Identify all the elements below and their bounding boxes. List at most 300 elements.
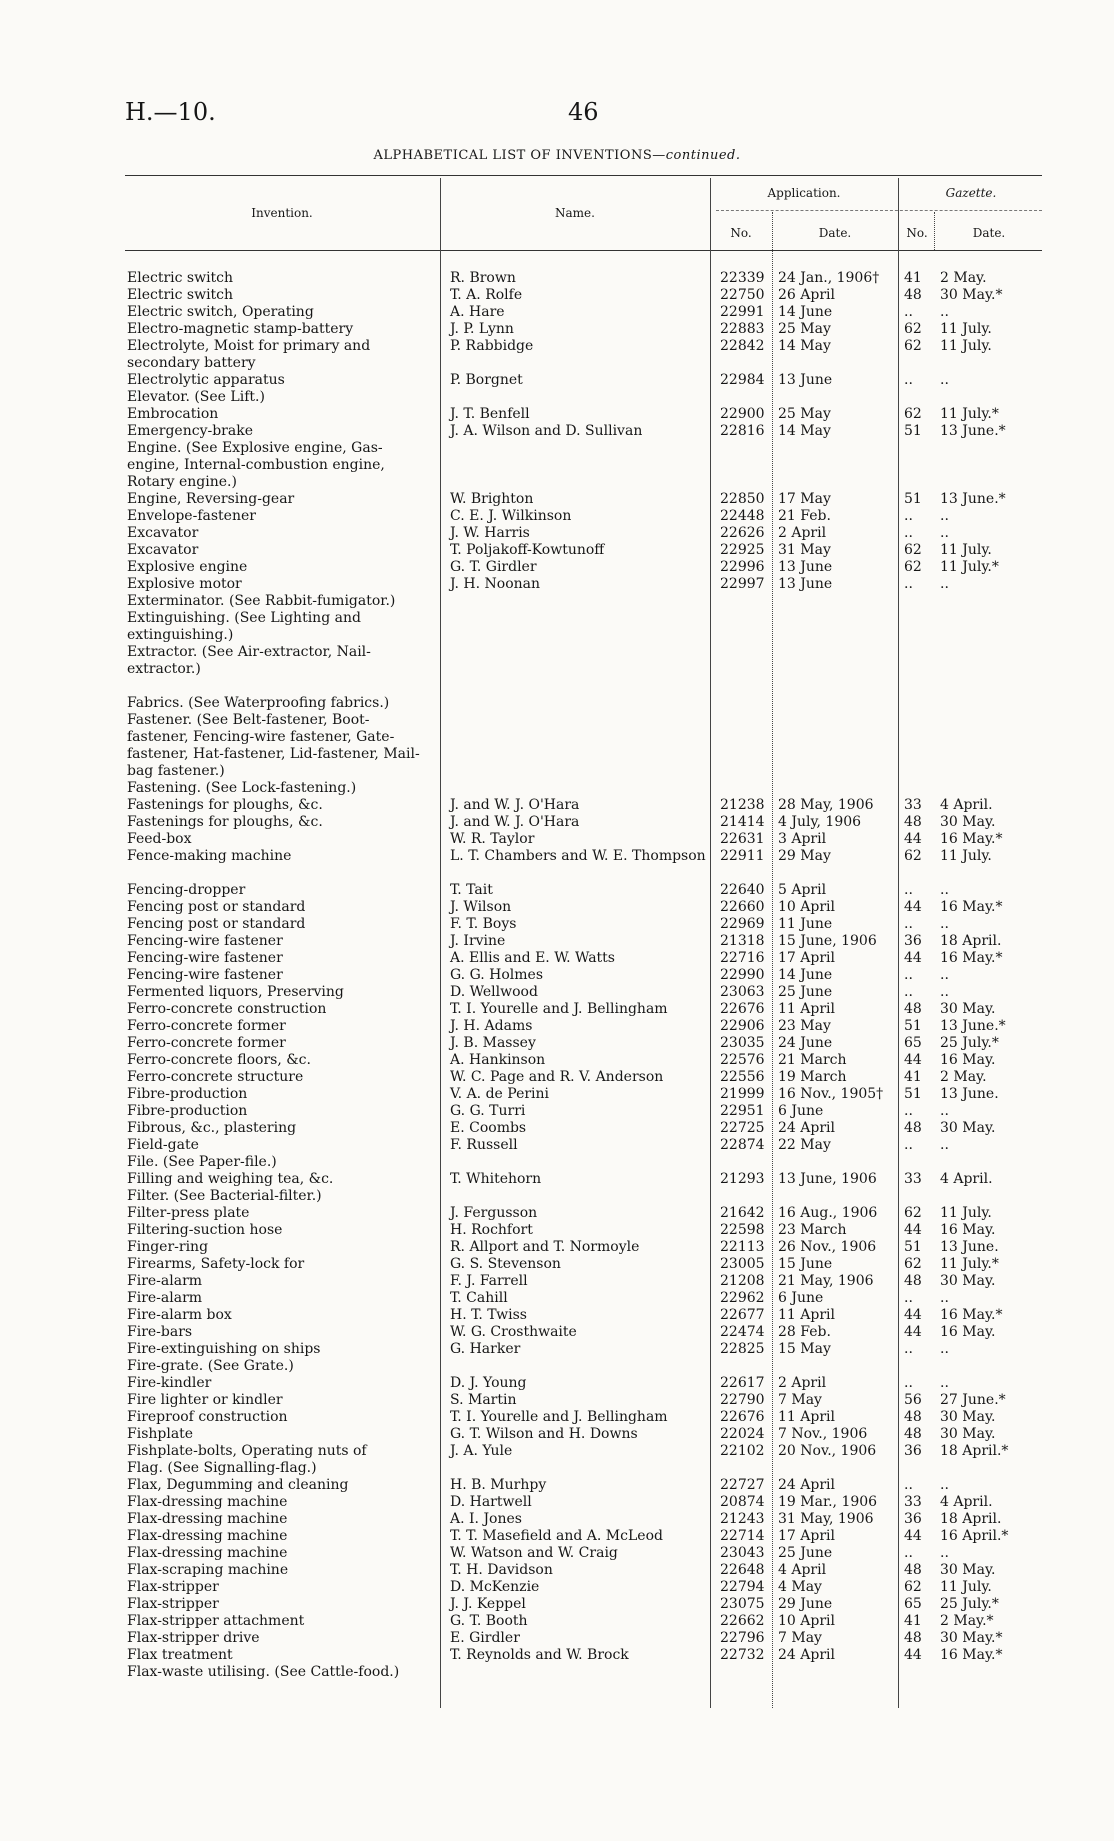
table-row <box>0 695 1114 712</box>
gazette-date-cell: 18 April.* <box>940 1443 1009 1459</box>
application-number-cell: 22576 <box>720 1052 765 1068</box>
gazette-number-cell: 41 <box>904 270 922 286</box>
invention-cell: Fencing post or standard <box>127 916 306 932</box>
name-cell: F. Russell <box>450 1137 518 1153</box>
application-number-cell: 22617 <box>720 1375 765 1391</box>
invention-cell: Engine, Reversing-gear <box>127 491 295 507</box>
application-number-cell: 23063 <box>720 984 765 1000</box>
application-date-cell: 4 April <box>778 1562 827 1578</box>
name-cell: F. T. Boys <box>450 916 517 932</box>
table-row <box>0 1545 1114 1562</box>
invention-cell: File. (See Paper-file.) <box>127 1154 277 1170</box>
gazette-date-cell: .. <box>940 916 949 932</box>
application-number-cell: 22448 <box>720 508 765 524</box>
application-date-cell: 31 May <box>778 542 831 558</box>
name-cell: H. Rochfort <box>450 1222 533 1238</box>
table-row <box>0 916 1114 933</box>
table-row <box>0 1171 1114 1188</box>
gazette-date-cell: 16 May.* <box>940 1307 1003 1323</box>
gazette-number-cell: .. <box>904 576 913 592</box>
application-number-cell: 22662 <box>720 1613 765 1629</box>
name-cell: J. Wilson <box>450 899 512 915</box>
table-row <box>0 406 1114 423</box>
invention-cell: Fibrous, &c., plastering <box>127 1120 297 1136</box>
gazette-number-cell: 62 <box>904 542 922 558</box>
name-cell: H. T. Twiss <box>450 1307 527 1323</box>
col-gazette-header: Gazette. <box>945 186 997 200</box>
application-number-cell: 22474 <box>720 1324 765 1340</box>
application-date-cell: 25 May <box>778 406 831 422</box>
table-row <box>0 1341 1114 1358</box>
name-cell: T. Whitehorn <box>450 1171 542 1187</box>
table-row <box>0 1358 1114 1375</box>
gazette-number-cell: 62 <box>904 1256 922 1272</box>
name-cell: G. T. Wilson and H. Downs <box>450 1426 638 1442</box>
name-cell: A. I. Jones <box>450 1511 522 1527</box>
gazette-date-cell: 30 May. <box>940 1001 996 1017</box>
invention-cell: Electric switch, Operating <box>127 304 314 320</box>
gazette-number-cell: .. <box>904 1477 913 1493</box>
invention-cell: Flax-stripper <box>127 1579 219 1595</box>
invention-cell: Fire-kindler <box>127 1375 212 1391</box>
gazette-date-cell: 13 June.* <box>940 1018 1006 1034</box>
name-cell: E. Coombs <box>450 1120 527 1136</box>
table-row <box>0 1069 1114 1086</box>
name-cell: J. Irvine <box>450 933 506 949</box>
application-date-cell: 21 Feb. <box>778 508 831 524</box>
name-cell: P. Rabbidge <box>450 338 534 354</box>
name-cell: J. P. Lynn <box>450 321 514 337</box>
name-cell: P. Borgnet <box>450 372 523 388</box>
application-date-cell: 25 May <box>778 321 831 337</box>
name-cell: E. Girdler <box>450 1630 520 1646</box>
gazette-date-cell: 4 April. <box>940 1494 993 1510</box>
gazette-date-cell: 4 April. <box>940 1171 993 1187</box>
application-date-cell: 24 April <box>778 1120 835 1136</box>
table-row <box>0 1562 1114 1579</box>
application-date-cell: 10 April <box>778 1613 835 1629</box>
application-date-cell: 15 June <box>778 1256 833 1272</box>
gazette-date-cell: 16 May. <box>940 1222 996 1238</box>
table-row <box>0 304 1114 321</box>
application-date-cell: 23 March <box>778 1222 847 1238</box>
application-date-cell: 14 May <box>778 423 831 439</box>
application-date-cell: 26 April <box>778 287 835 303</box>
application-number-cell: 22648 <box>720 1562 765 1578</box>
application-number-cell: 22024 <box>720 1426 765 1442</box>
gazette-date-cell: 11 July. <box>940 321 992 337</box>
application-date-cell: 3 April <box>778 831 827 847</box>
invention-cell: Elevator. (See Lift.) <box>127 389 265 405</box>
table-row <box>0 1630 1114 1647</box>
gazette-date-cell: 25 July.* <box>940 1596 999 1612</box>
gazette-number-cell: 33 <box>904 797 922 813</box>
table-row <box>0 780 1114 797</box>
gazette-number-cell: 56 <box>904 1392 922 1408</box>
application-date-cell: 17 April <box>778 1528 835 1544</box>
name-cell: T. I. Yourelle and J. Bellingham <box>450 1001 668 1017</box>
invention-cell: Ferro-concrete former <box>127 1035 286 1051</box>
table-row <box>0 440 1114 491</box>
gazette-date-cell: 30 May. <box>940 1273 996 1289</box>
gazette-number-cell: 44 <box>904 1052 922 1068</box>
invention-cell: Flax, Degumming and cleaning <box>127 1477 349 1493</box>
gazette-date-cell: 13 June. <box>940 1239 999 1255</box>
application-number-cell: 22925 <box>720 542 765 558</box>
application-date-cell: 13 June, 1906 <box>778 1171 877 1187</box>
application-date-cell: 14 May <box>778 338 831 354</box>
gazette-date-cell: .. <box>940 882 949 898</box>
name-cell: W. G. Crosthwaite <box>450 1324 577 1340</box>
name-cell: J. Fergusson <box>450 1205 538 1221</box>
table-row <box>0 644 1114 678</box>
invention-cell: Flax-dressing machine <box>127 1511 288 1527</box>
gazette-number-cell: 62 <box>904 848 922 864</box>
gazette-number-cell: .. <box>904 372 913 388</box>
name-cell: D. Hartwell <box>450 1494 532 1510</box>
table-row <box>0 899 1114 916</box>
name-cell: J. A. Wilson and D. Sullivan <box>450 423 643 439</box>
table-row <box>0 1120 1114 1137</box>
application-date-cell: 6 June <box>778 1103 824 1119</box>
table-row <box>0 1239 1114 1256</box>
name-cell: G. T. Booth <box>450 1613 528 1629</box>
list-title <box>0 148 1114 163</box>
gazette-number-cell: 62 <box>904 406 922 422</box>
gazette-number-cell: .. <box>904 882 913 898</box>
application-number-cell: 22676 <box>720 1409 765 1425</box>
gazette-date-cell: 30 May. <box>940 1426 996 1442</box>
table-row <box>0 1375 1114 1392</box>
name-cell: T. Tait <box>450 882 493 898</box>
table-row <box>0 848 1114 882</box>
invention-cell: Filter. (See Bacterial-filter.) <box>127 1188 322 1204</box>
gazette-number-cell: 44 <box>904 1647 922 1663</box>
name-cell: J. A. Yule <box>450 1443 513 1459</box>
invention-cell: Filling and weighing tea, &c. <box>127 1171 334 1187</box>
application-date-cell: 17 May <box>778 491 831 507</box>
application-date-cell: 2 April <box>778 525 827 541</box>
application-number-cell: 20874 <box>720 1494 765 1510</box>
name-cell: J. H. Noonan <box>450 576 541 592</box>
gazette-number-cell: 41 <box>904 1069 922 1085</box>
table-row <box>0 814 1114 831</box>
invention-cell: Excavator <box>127 542 199 558</box>
application-number-cell: 22996 <box>720 559 765 575</box>
name-cell: G. Harker <box>450 1341 521 1357</box>
invention-cell: Fencing post or standard <box>127 899 306 915</box>
application-number-cell: 23043 <box>720 1545 765 1561</box>
name-cell: W. R. Taylor <box>450 831 535 847</box>
header-bottom-rule <box>125 250 1042 251</box>
invention-cell: Electrolyte, Moist for primary and secondary battery <box>127 338 371 371</box>
gazette-date-cell: 13 June.* <box>940 423 1006 439</box>
application-date-cell: 24 April <box>778 1477 835 1493</box>
table-row <box>0 967 1114 984</box>
gazette-number-cell: .. <box>904 525 913 541</box>
application-date-cell: 13 June <box>778 372 833 388</box>
invention-cell: Electro-magnetic stamp-battery <box>127 321 354 337</box>
application-date-cell: 28 May, 1906 <box>778 797 874 813</box>
gazette-date-cell: .. <box>940 1103 949 1119</box>
application-date-cell: 15 June, 1906 <box>778 933 877 949</box>
name-cell: J. and W. J. O'Hara <box>450 797 580 813</box>
gazette-date-cell: .. <box>940 967 949 983</box>
name-cell: J. H. Adams <box>450 1018 533 1034</box>
gazette-number-cell: 62 <box>904 559 922 575</box>
application-date-cell: 22 May <box>778 1137 831 1153</box>
gazette-number-cell: 51 <box>904 491 922 507</box>
table-row <box>0 678 1114 695</box>
invention-cell: Explosive engine <box>127 559 248 575</box>
application-number-cell: 22339 <box>720 270 765 286</box>
table-row <box>0 1290 1114 1307</box>
gazette-date-cell: 2 May. <box>940 270 987 286</box>
gazette-date-cell: 2 May. <box>940 1069 987 1085</box>
application-number-cell: 22676 <box>720 1001 765 1017</box>
application-date-cell: 13 June <box>778 559 833 575</box>
application-number-cell: 22732 <box>720 1647 765 1663</box>
table-row <box>0 508 1114 525</box>
application-date-cell: 14 June <box>778 967 833 983</box>
name-cell: C. E. J. Wilkinson <box>450 508 572 524</box>
invention-cell: Ferro-concrete construction <box>127 1001 327 1017</box>
application-number-cell: 22640 <box>720 882 765 898</box>
gazette-number-cell: 36 <box>904 933 922 949</box>
invention-cell: Engine. (See Explosive engine, Gas-engine, Internal-combustion engine, Rotary engine.) <box>127 440 385 490</box>
invention-cell: Fastenings for ploughs, &c. <box>127 814 323 830</box>
gazette-number-cell: 44 <box>904 950 922 966</box>
application-number-cell: 22990 <box>720 967 765 983</box>
invention-cell: Fibre-production <box>127 1103 248 1119</box>
application-number-cell: 21999 <box>720 1086 765 1102</box>
application-date-cell: 26 Nov., 1906 <box>778 1239 877 1255</box>
application-number-cell: 22850 <box>720 491 765 507</box>
table-row <box>0 525 1114 542</box>
col-application-header: Application. <box>767 186 841 200</box>
gazette-number-cell: .. <box>904 1103 913 1119</box>
invention-cell: Filter-press plate <box>127 1205 250 1221</box>
gazette-number-cell: 48 <box>904 814 922 830</box>
application-date-cell: 7 Nov., 1906 <box>778 1426 868 1442</box>
application-number-cell: 22790 <box>720 1392 765 1408</box>
gazette-number-cell: 48 <box>904 1409 922 1425</box>
invention-cell: Explosive motor <box>127 576 242 592</box>
table-row <box>0 1477 1114 1494</box>
application-date-cell: 23 May <box>778 1018 831 1034</box>
invention-cell: Fishplate <box>127 1426 194 1442</box>
gazette-number-cell: 65 <box>904 1596 922 1612</box>
invention-cell: Fishplate-bolts, Operating nuts of <box>127 1443 367 1459</box>
gazette-date-cell: 25 July.* <box>940 1035 999 1051</box>
application-number-cell: 21243 <box>720 1511 765 1527</box>
invention-cell: Flax-dressing machine <box>127 1494 288 1510</box>
gazette-date-cell: 11 July.* <box>940 1256 999 1272</box>
application-date-cell: 29 June <box>778 1596 833 1612</box>
table-row <box>0 610 1114 644</box>
application-number-cell: 22825 <box>720 1341 765 1357</box>
table-row <box>0 1001 1114 1018</box>
gazette-number-cell: 33 <box>904 1171 922 1187</box>
name-cell: W. Brighton <box>450 491 534 507</box>
gazette-number-cell: 48 <box>904 287 922 303</box>
application-date-cell: 15 May <box>778 1341 831 1357</box>
gazette-date-cell: .. <box>940 984 949 1000</box>
application-number-cell: 22997 <box>720 576 765 592</box>
application-number-cell: 22900 <box>720 406 765 422</box>
name-cell: V. A. de Perini <box>450 1086 550 1102</box>
gazette-number-cell: 48 <box>904 1120 922 1136</box>
gazette-date-cell: 2 May.* <box>940 1613 994 1629</box>
application-number-cell: 21208 <box>720 1273 765 1289</box>
invention-cell: Emergency-brake <box>127 423 253 439</box>
application-number-cell: 22725 <box>720 1120 765 1136</box>
name-cell: R. Allport and T. Normoyle <box>450 1239 640 1255</box>
gazette-number-cell: .. <box>904 1341 913 1357</box>
table-row <box>0 1596 1114 1613</box>
gazette-date-cell: 30 May. <box>940 1120 996 1136</box>
col-gaz-date-header: Date. <box>972 226 1006 240</box>
table-row <box>0 576 1114 593</box>
gazette-date-cell: .. <box>940 576 949 592</box>
col-invention-header: Invention. <box>251 206 313 220</box>
gazette-date-cell: 18 April. <box>940 1511 1002 1527</box>
application-date-cell: 11 April <box>778 1409 835 1425</box>
table-row <box>0 1154 1114 1171</box>
invention-cell: Extinguishing. (See Lighting and extinguishing.) <box>127 610 361 643</box>
application-date-cell: 24 June <box>778 1035 833 1051</box>
invention-cell: Ferro-concrete structure <box>127 1069 304 1085</box>
name-cell: A. Hare <box>450 304 505 320</box>
name-cell: J. T. Benfell <box>450 406 530 422</box>
table-row <box>0 1647 1114 1664</box>
table-row <box>0 389 1114 406</box>
gazette-number-cell: 44 <box>904 1528 922 1544</box>
gazette-date-cell: .. <box>940 1341 949 1357</box>
gazette-number-cell: 62 <box>904 1205 922 1221</box>
name-cell: D. Wellwood <box>450 984 538 1000</box>
application-number-cell: 23035 <box>720 1035 765 1051</box>
table-row <box>0 1256 1114 1273</box>
application-number-cell: 22631 <box>720 831 765 847</box>
gazette-date-cell: 11 July. <box>940 1205 992 1221</box>
table-row <box>0 287 1114 304</box>
name-cell: F. J. Farrell <box>450 1273 528 1289</box>
invention-cell: Flax-stripper <box>127 1596 219 1612</box>
gazette-date-cell: 11 July. <box>940 338 992 354</box>
name-cell: T. Cahill <box>450 1290 508 1306</box>
application-number-cell: 22794 <box>720 1579 765 1595</box>
application-date-cell: 19 Mar., 1906 <box>778 1494 878 1510</box>
application-number-cell: 22660 <box>720 899 765 915</box>
name-cell: T. T. Masefield and A. McLeod <box>450 1528 663 1544</box>
gazette-date-cell: .. <box>940 525 949 541</box>
gazette-number-cell: 44 <box>904 831 922 847</box>
table-row <box>0 1528 1114 1545</box>
table-row <box>0 1052 1114 1069</box>
col-app-date-header: Date. <box>818 226 852 240</box>
gazette-date-cell: 16 May. <box>940 1052 996 1068</box>
application-number-cell: 22716 <box>720 950 765 966</box>
name-cell: J. W. Harris <box>450 525 530 541</box>
application-date-cell: 29 May <box>778 848 831 864</box>
table-row <box>0 1392 1114 1409</box>
invention-cell: Fencing-wire fastener <box>127 967 283 983</box>
table-row <box>0 1324 1114 1341</box>
list-title-main: ALPHABETICAL LIST OF INVENTIONS— <box>373 148 666 163</box>
table-row <box>0 1579 1114 1596</box>
table-row <box>0 984 1114 1001</box>
gazette-date-cell: 11 July. <box>940 1579 992 1595</box>
name-cell: G. T. Girdler <box>450 559 537 575</box>
name-cell: J. and W. J. O'Hara <box>450 814 580 830</box>
gazette-date-cell: 30 May.* <box>940 1630 1003 1646</box>
table-row <box>0 1205 1114 1222</box>
invention-cell: Fastening. (See Lock-fastening.) <box>127 780 357 796</box>
gazette-date-cell: 13 June.* <box>940 491 1006 507</box>
table-row <box>0 1018 1114 1035</box>
invention-cell: Fabrics. (See Waterproofing fabrics.) <box>127 695 390 711</box>
gazette-date-cell: 16 May.* <box>940 950 1003 966</box>
application-date-cell: 10 April <box>778 899 835 915</box>
gazette-number-cell: 62 <box>904 338 922 354</box>
application-number-cell: 22984 <box>720 372 765 388</box>
col-app-no-header: No. <box>730 226 752 240</box>
gazette-number-cell: 51 <box>904 1239 922 1255</box>
gazette-number-cell: .. <box>904 1375 913 1391</box>
gazette-number-cell: .. <box>904 967 913 983</box>
table-row <box>0 338 1114 372</box>
table-row <box>0 1494 1114 1511</box>
invention-cell: Fire-bars <box>127 1324 193 1340</box>
page-number: 46 <box>568 98 599 126</box>
application-date-cell: 25 June <box>778 1545 833 1561</box>
application-number-cell: 22842 <box>720 338 765 354</box>
application-number-cell: 22750 <box>720 287 765 303</box>
application-number-cell: 21642 <box>720 1205 765 1221</box>
application-date-cell: 21 March <box>778 1052 847 1068</box>
table-row <box>0 1426 1114 1443</box>
gazette-number-cell: .. <box>904 984 913 1000</box>
application-number-cell: 22102 <box>720 1443 765 1459</box>
application-date-cell: 11 April <box>778 1001 835 1017</box>
application-date-cell: 16 Aug., 1906 <box>778 1205 878 1221</box>
application-date-cell: 2 April <box>778 1375 827 1391</box>
table-row <box>0 1460 1114 1477</box>
invention-cell: Fastener. (See Belt-fastener, Boot-fastener, Fencing-wire fastener, Gate-fastener, Hat-fastener, Lid-fastener, Mail-bag fastener.) <box>127 712 420 779</box>
gazette-number-cell: 36 <box>904 1443 922 1459</box>
invention-cell: Field-gate <box>127 1137 199 1153</box>
inventions-table <box>0 270 1114 1681</box>
invention-cell: Electric switch <box>127 270 234 286</box>
application-date-cell: 31 May, 1906 <box>778 1511 874 1527</box>
table-row <box>0 372 1114 389</box>
gazette-number-cell: 51 <box>904 1086 922 1102</box>
application-date-cell: 7 May <box>778 1392 822 1408</box>
col-name-header: Name. <box>555 206 595 220</box>
table-row <box>0 593 1114 610</box>
table-row <box>0 491 1114 508</box>
gazette-number-cell: .. <box>904 304 913 320</box>
name-cell: H. B. Murhpy <box>450 1477 547 1493</box>
name-cell: T. I. Yourelle and J. Bellingham <box>450 1409 668 1425</box>
invention-cell: Fire lighter or kindler <box>127 1392 283 1408</box>
gazette-date-cell: 30 May. <box>940 814 996 830</box>
application-date-cell: 21 May, 1906 <box>778 1273 874 1289</box>
gazette-number-cell: 48 <box>904 1562 922 1578</box>
name-cell: A. Ellis and E. W. Watts <box>450 950 615 966</box>
table-row <box>0 950 1114 967</box>
